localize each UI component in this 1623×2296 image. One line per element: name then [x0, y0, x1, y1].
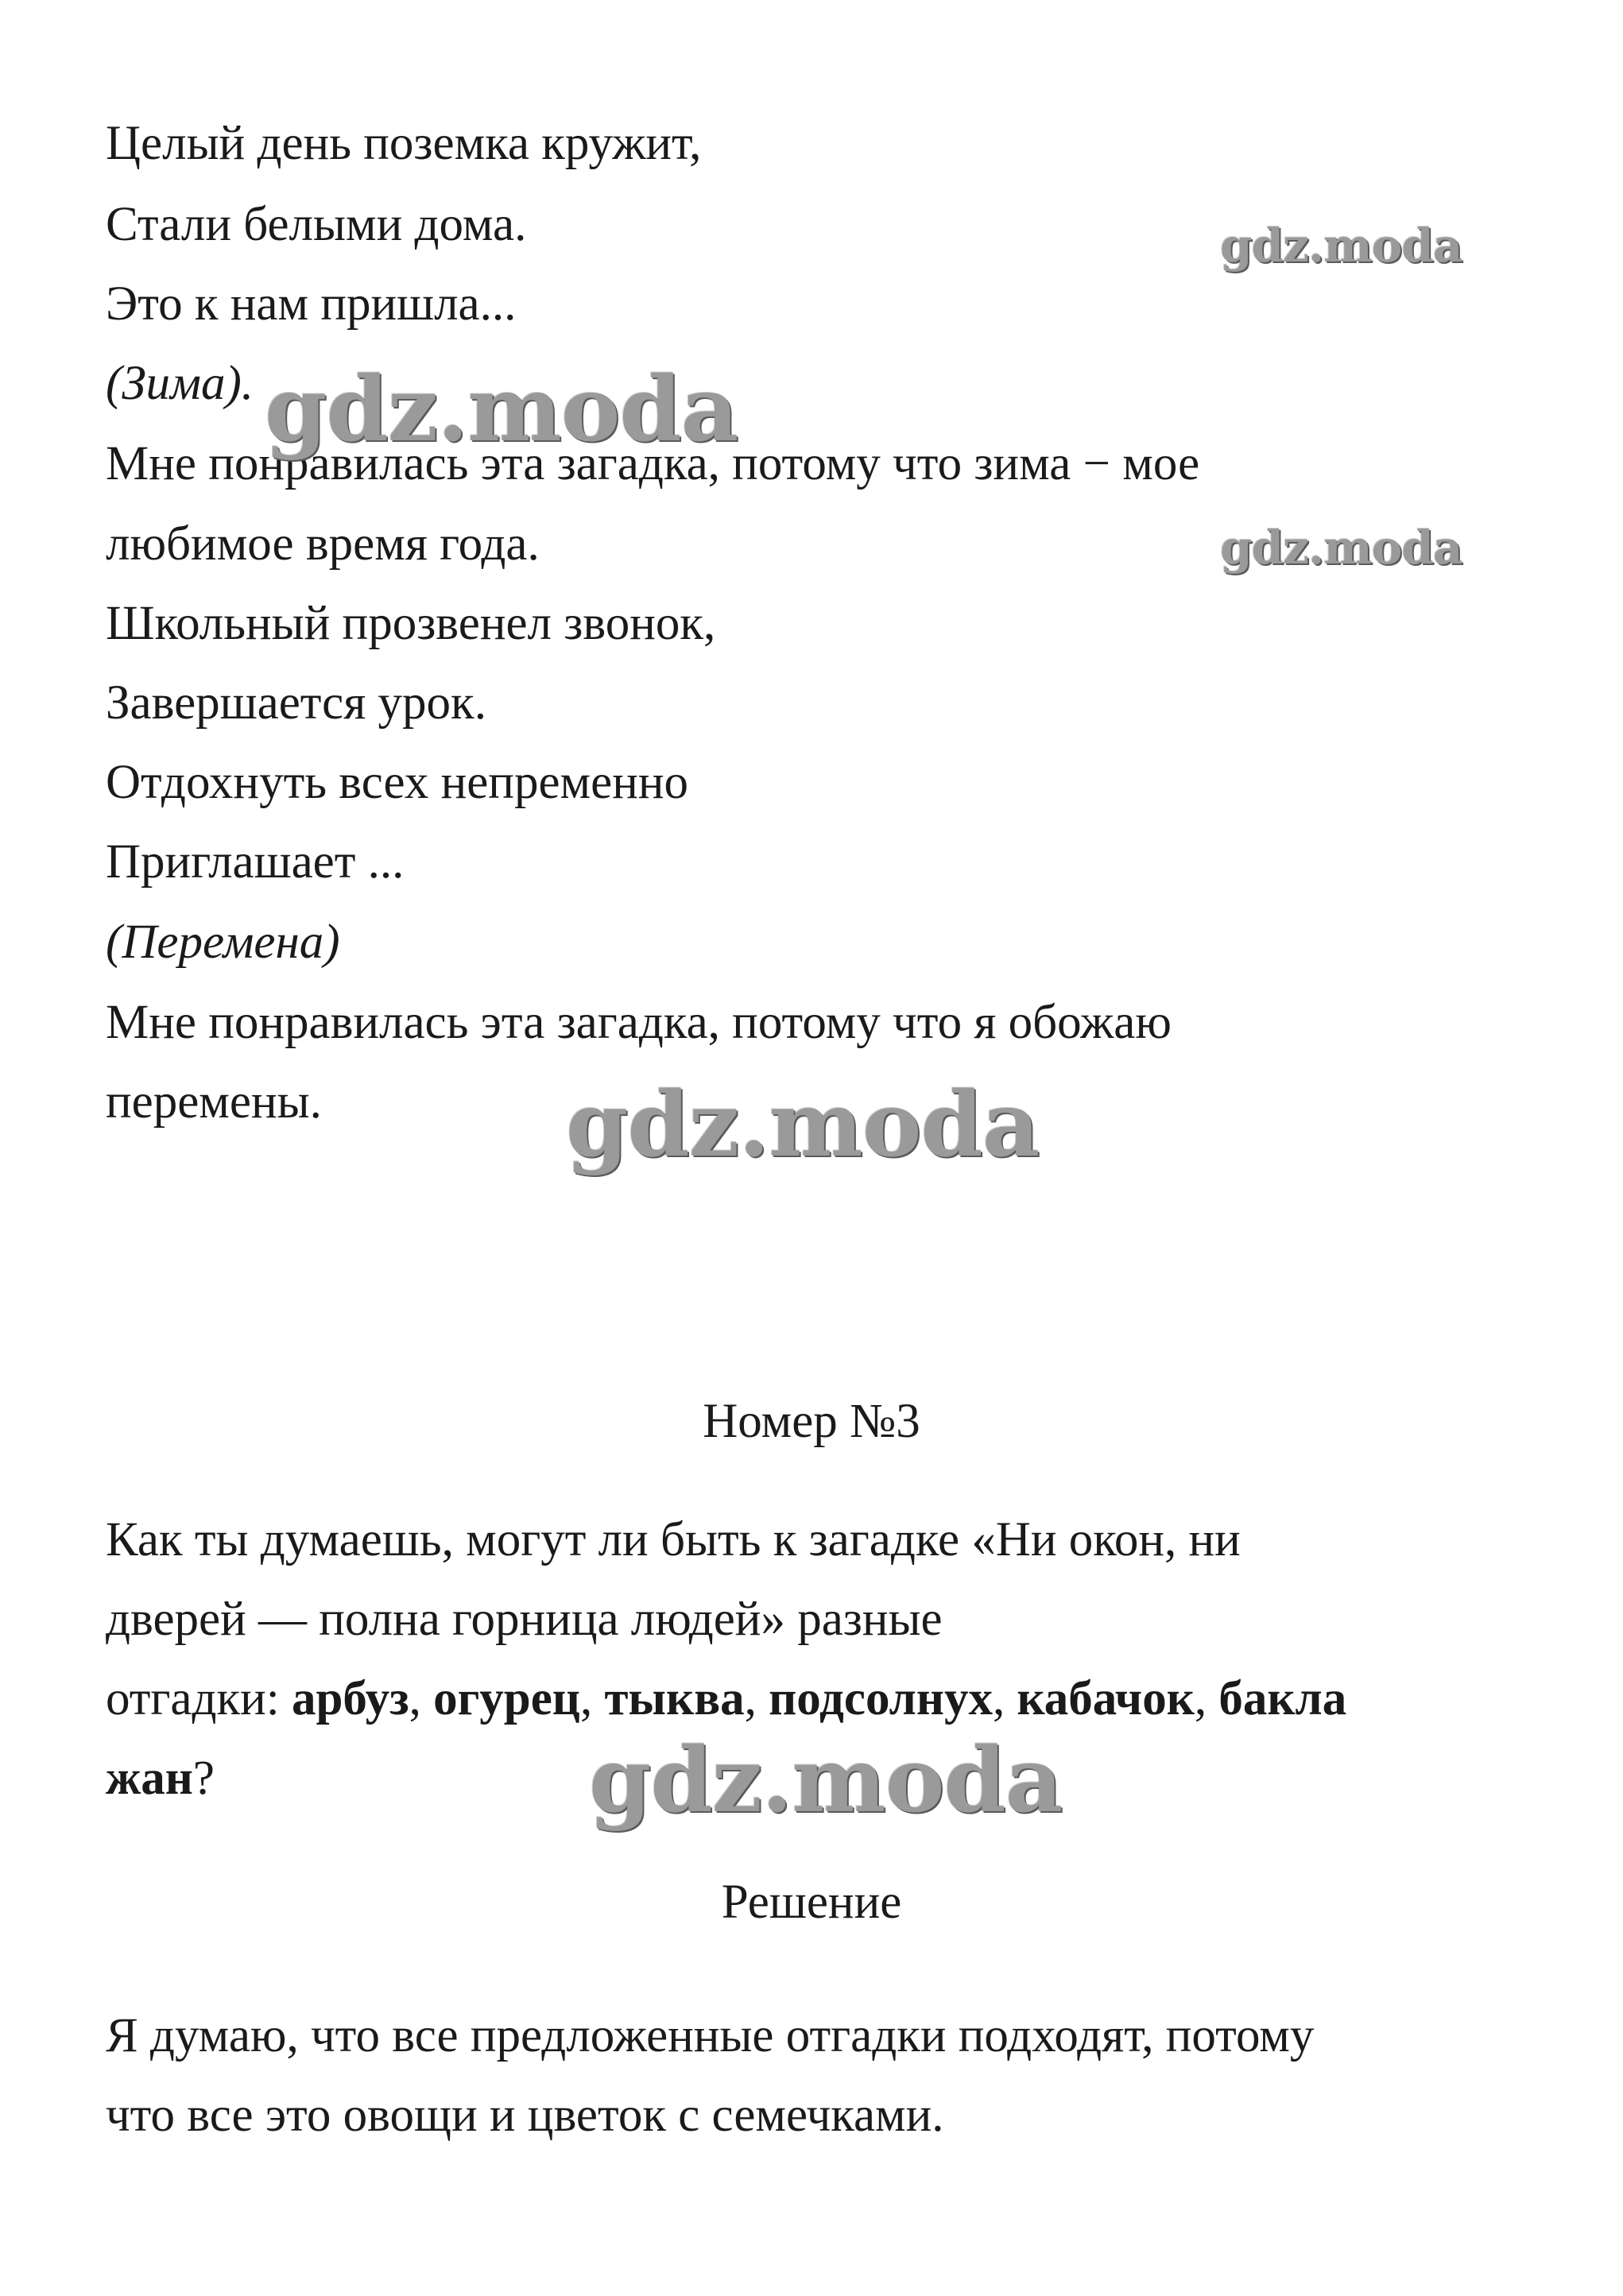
task-question-1: Как ты думаешь, могут ли быть к загадке «Ни окон, ни: [106, 1513, 1241, 1566]
task-question-3: [106, 1672, 1347, 1725]
riddle2-line-3: Отдохнуть всех непременно: [106, 756, 688, 809]
answers-prefix: отгадки:: [106, 1672, 292, 1725]
solution-line-2: что все это овощи и цветок с семечками.: [106, 2089, 944, 2142]
question-mark: ?: [192, 1752, 215, 1805]
task-question-2: дверей — полна горница людей» разные: [106, 1593, 943, 1646]
watermark-logo: gdz.moda: [589, 1729, 1063, 1833]
watermark-logo: gdz.moda: [1220, 521, 1462, 575]
separator: ,: [744, 1672, 769, 1725]
watermark-logo: gdz.moda: [265, 358, 738, 462]
riddle2-comment-2: перемены.: [106, 1075, 322, 1129]
watermark-logo: gdz.moda: [566, 1073, 1040, 1177]
riddle2-answer: (Перемена): [106, 916, 340, 969]
solution-line-1: Я думаю, что все предложенные отгадки подходят, потому: [106, 2009, 1315, 2062]
riddle1-answer: (Зима).: [106, 357, 254, 410]
riddle2-comment-1: Мне понравилась эта загадка, потому что я обожаю: [106, 996, 1172, 1049]
answer-pumpkin: тыква: [604, 1672, 745, 1725]
riddle1-comment-2: любимое время года.: [106, 517, 540, 571]
answer-zucchini: кабачок: [1017, 1672, 1195, 1725]
answer-watermelon: арбуз: [291, 1672, 409, 1725]
answer-sunflower: подсолнух: [769, 1672, 994, 1725]
task-question-4: [106, 1752, 215, 1805]
solution-heading: Решение: [721, 1876, 902, 1929]
separator: ,: [993, 1672, 1017, 1725]
riddle1-comment-1: Мне понравилась эта загадка, потому что зима − мое: [106, 437, 1200, 490]
riddle1-line-3: Это к нам пришла...: [106, 277, 517, 331]
separator: ,: [1194, 1672, 1219, 1725]
separator: ,: [409, 1672, 434, 1725]
riddle1-line-1: Целый день поземка кружит,: [106, 117, 702, 170]
separator: ,: [579, 1672, 605, 1725]
watermark-logo: gdz.moda: [1220, 219, 1462, 273]
riddle2-line-1: Школьный прозвенел звонок,: [106, 597, 716, 650]
task-heading: Номер №3: [703, 1395, 920, 1448]
riddle2-line-2: Завершается урок.: [106, 676, 486, 730]
answer-eggplant-part2: жан: [106, 1752, 193, 1805]
answer-cucumber: огурец: [433, 1672, 580, 1725]
answer-eggplant-part1: бакла: [1218, 1672, 1347, 1725]
riddle2-line-4: Приглашает ...: [106, 835, 405, 889]
riddle1-line-2: Стали белыми дома.: [106, 198, 527, 251]
